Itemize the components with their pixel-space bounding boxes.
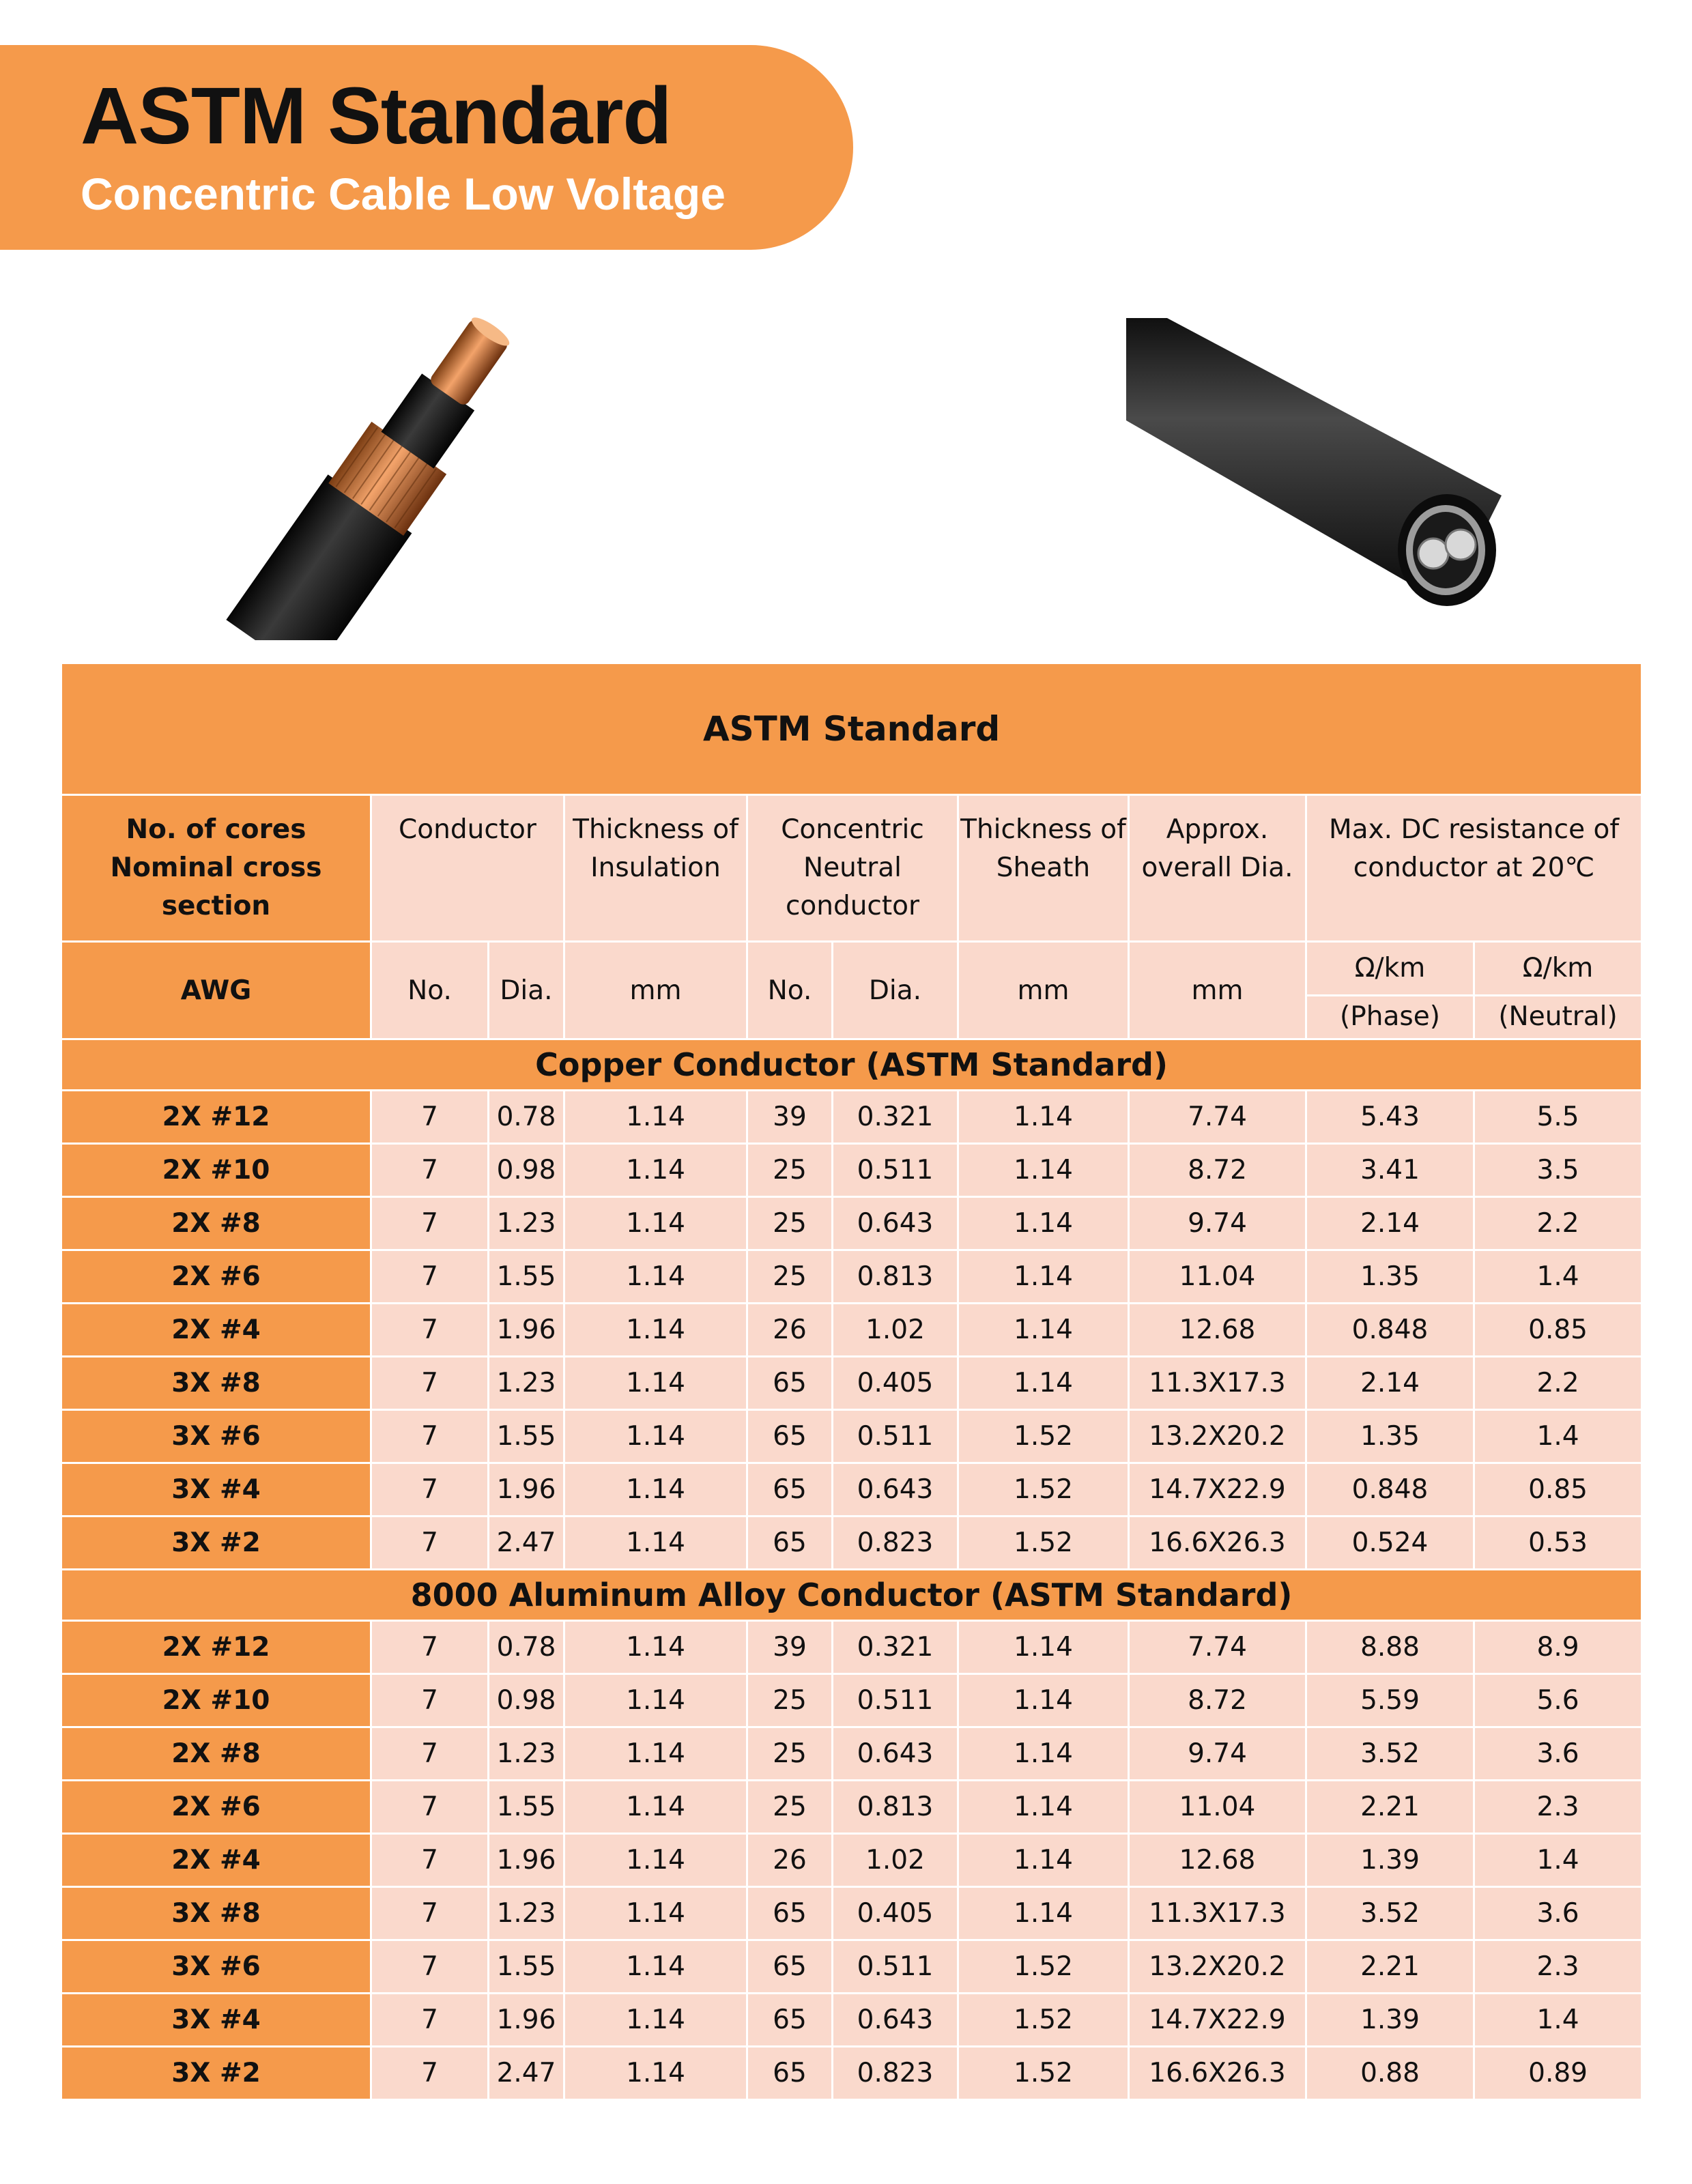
table-cell: 11.04	[1129, 1781, 1306, 1834]
table-cell: 25	[747, 1674, 833, 1727]
table-cell: 1.52	[958, 1517, 1129, 1570]
table-cell: 3.6	[1474, 1727, 1642, 1781]
table-cell: 65	[747, 2047, 833, 2100]
table-cell: 12.68	[1129, 1304, 1306, 1357]
table-cell: 7	[371, 1727, 489, 1781]
table-cell: 0.85	[1474, 1304, 1642, 1357]
table-cell: 0.405	[833, 1357, 958, 1410]
table-cell: 1.35	[1306, 1250, 1474, 1304]
table-cell: 1.14	[564, 1197, 747, 1250]
table-cell: 0.643	[833, 1463, 958, 1517]
table-cell: 65	[747, 1357, 833, 1410]
table-cell: 1.14	[564, 1144, 747, 1197]
header-overall: Approx. overall Dia.	[1129, 795, 1306, 942]
table-cell: 1.14	[564, 1994, 747, 2047]
table-cell: 0.53	[1474, 1517, 1642, 1570]
row-label: 2X #10	[61, 1144, 371, 1197]
table-cell: 25	[747, 1144, 833, 1197]
unit-cond-dia: Dia.	[489, 942, 564, 1039]
table-cell: 3.52	[1306, 1727, 1474, 1781]
table-cell: 1.14	[564, 1250, 747, 1304]
table-cell: 1.96	[489, 1834, 564, 1887]
table-cell: 1.55	[489, 1781, 564, 1834]
table-cell: 13.2X20.2	[1129, 1410, 1306, 1463]
table-cell: 14.7X22.9	[1129, 1994, 1306, 2047]
row-label: 3X #8	[61, 1357, 371, 1410]
table-cell: 3.41	[1306, 1144, 1474, 1197]
unit-neu-dia: Dia.	[833, 942, 958, 1039]
unit-neu-no: No.	[747, 942, 833, 1039]
table-cell: 11.3X17.3	[1129, 1357, 1306, 1410]
table-cell: 7	[371, 1463, 489, 1517]
table-cell: 5.6	[1474, 1674, 1642, 1727]
unit-res-phase	[1306, 942, 1474, 1039]
table-cell: 1.52	[958, 1463, 1129, 1517]
copper-table-row	[61, 1463, 1642, 1517]
aluminum-table-row	[61, 1887, 1642, 1940]
row-label: 2X #10	[61, 1674, 371, 1727]
table-cell: 1.4	[1474, 1834, 1642, 1887]
table-cell: 39	[747, 1621, 833, 1674]
table-cell: 1.4	[1474, 1250, 1642, 1304]
table-cell: 1.14	[958, 1887, 1129, 1940]
table-cell: 1.14	[958, 1727, 1129, 1781]
table-cell: 7	[371, 1250, 489, 1304]
table-cell: 7	[371, 1517, 489, 1570]
black-cable-image	[1126, 318, 1502, 632]
table-cell: 0.813	[833, 1250, 958, 1304]
table-cell: 7	[371, 1144, 489, 1197]
table-cell: 39	[747, 1091, 833, 1144]
copper-table-row	[61, 1357, 1642, 1410]
table-cell: 26	[747, 1304, 833, 1357]
table-cell: 1.14	[958, 1621, 1129, 1674]
table-cell: 7	[371, 1091, 489, 1144]
table-cell: 25	[747, 1197, 833, 1250]
table-cell: 0.823	[833, 1517, 958, 1570]
table-cell: 7	[371, 1940, 489, 1994]
table-cell: 1.14	[564, 1357, 747, 1410]
table-cell: 5.59	[1306, 1674, 1474, 1727]
row-label: 2X #12	[61, 1091, 371, 1144]
table-cell: 16.6X26.3	[1129, 1517, 1306, 1570]
table-cell: 0.98	[489, 1674, 564, 1727]
table-cell: 2.21	[1306, 1940, 1474, 1994]
table-cell: 2.47	[489, 1517, 564, 1570]
table-cell: 2.14	[1306, 1197, 1474, 1250]
aluminum-table-row	[61, 1781, 1642, 1834]
table-cell: 1.14	[564, 1940, 747, 1994]
table-cell: 11.04	[1129, 1250, 1306, 1304]
table-cell: 1.14	[958, 1250, 1129, 1304]
table-cell: 11.3X17.3	[1129, 1887, 1306, 1940]
table-cell: 1.52	[958, 1410, 1129, 1463]
table-cell: 1.23	[489, 1887, 564, 1940]
table-cell: 7	[371, 2047, 489, 2100]
table-cell: 1.55	[489, 1940, 564, 1994]
page-subtitle: Concentric Cable Low Voltage	[81, 169, 726, 219]
table-cell: 0.524	[1306, 1517, 1474, 1570]
table-cell: 1.52	[958, 1940, 1129, 1994]
table-cell: 65	[747, 1940, 833, 1994]
table-title: ASTM Standard	[61, 663, 1642, 795]
table-cell: 1.14	[564, 1463, 747, 1517]
table-cell: 1.23	[489, 1197, 564, 1250]
copper-cable-image	[217, 285, 572, 640]
table-cell: 0.511	[833, 1940, 958, 1994]
table-cell: 0.405	[833, 1887, 958, 1940]
unit-res-phase-unit: Ω/km	[1307, 943, 1473, 996]
copper-table-row	[61, 1517, 1642, 1570]
row-label: 3X #4	[61, 1463, 371, 1517]
table-cell: 1.14	[564, 1091, 747, 1144]
table-cell: 0.98	[489, 1144, 564, 1197]
row-label: 3X #6	[61, 1410, 371, 1463]
table-cell: 1.02	[833, 1304, 958, 1357]
table-cell: 1.14	[958, 1197, 1129, 1250]
table-cell: 9.74	[1129, 1197, 1306, 1250]
table-cell: 8.72	[1129, 1674, 1306, 1727]
table-cell: 7	[371, 1887, 489, 1940]
table-cell: 1.14	[564, 1834, 747, 1887]
table-cell: 2.14	[1306, 1357, 1474, 1410]
table-cell: 25	[747, 1250, 833, 1304]
table-cell: 1.39	[1306, 1994, 1474, 2047]
row-label: 3X #4	[61, 1994, 371, 2047]
table-cell: 0.78	[489, 1091, 564, 1144]
table-cell: 7.74	[1129, 1091, 1306, 1144]
spec-table	[60, 662, 1643, 2101]
table-cell: 8.72	[1129, 1144, 1306, 1197]
table-cell: 2.2	[1474, 1197, 1642, 1250]
aluminum-table-row	[61, 1727, 1642, 1781]
table-cell: 1.14	[958, 1781, 1129, 1834]
table-cell: 0.511	[833, 1410, 958, 1463]
aluminum-table-row	[61, 1621, 1642, 1674]
table-cell: 1.4	[1474, 1994, 1642, 2047]
table-cell: 65	[747, 1517, 833, 1570]
table-cell: 1.52	[958, 2047, 1129, 2100]
unit-overall-mm: mm	[1129, 942, 1306, 1039]
table-cell: 0.85	[1474, 1463, 1642, 1517]
table-cell: 1.35	[1306, 1410, 1474, 1463]
table-cell: 7.74	[1129, 1621, 1306, 1674]
table-cell: 1.14	[564, 1887, 747, 1940]
table-cell: 25	[747, 1727, 833, 1781]
copper-table-row	[61, 1410, 1642, 1463]
row-label: 2X #8	[61, 1727, 371, 1781]
copper-table-row	[61, 1304, 1642, 1357]
table-cell: 1.14	[564, 1727, 747, 1781]
row-label: 3X #8	[61, 1887, 371, 1940]
table-cell: 7	[371, 1834, 489, 1887]
row-label: 2X #4	[61, 1834, 371, 1887]
table-cell: 0.511	[833, 1144, 958, 1197]
table-cell: 0.813	[833, 1781, 958, 1834]
aluminum-table-row	[61, 1834, 1642, 1887]
table-cell: 1.14	[958, 1674, 1129, 1727]
page-title: ASTM Standard	[81, 71, 672, 161]
table-cell: 1.96	[489, 1304, 564, 1357]
table-cell: 0.78	[489, 1621, 564, 1674]
row-label: 3X #2	[61, 1517, 371, 1570]
table-cell: 1.23	[489, 1727, 564, 1781]
table-cell: 0.848	[1306, 1304, 1474, 1357]
row-label: 2X #6	[61, 1781, 371, 1834]
table-cell: 0.643	[833, 1197, 958, 1250]
unit-res-neutral	[1474, 942, 1642, 1039]
unit-ins-mm: mm	[564, 942, 747, 1039]
table-cell: 0.321	[833, 1091, 958, 1144]
table-cell: 1.14	[564, 1674, 747, 1727]
header-insulation: Thickness of Insulation	[564, 795, 747, 942]
aluminum-table-row	[61, 1940, 1642, 1994]
table-cell: 0.823	[833, 2047, 958, 2100]
table-cell: 7	[371, 1994, 489, 2047]
header-conductor: Conductor	[371, 795, 564, 942]
aluminum-table-row	[61, 1994, 1642, 2047]
unit-awg: AWG	[61, 942, 371, 1039]
table-cell: 2.2	[1474, 1357, 1642, 1410]
table-cell: 1.14	[958, 1834, 1129, 1887]
table-cell: 0.321	[833, 1621, 958, 1674]
table-cell: 16.6X26.3	[1129, 2047, 1306, 2100]
table-cell: 8.9	[1474, 1621, 1642, 1674]
table-cell: 9.74	[1129, 1727, 1306, 1781]
table-cell: 0.89	[1474, 2047, 1642, 2100]
table-cell: 26	[747, 1834, 833, 1887]
row-label: 2X #12	[61, 1621, 371, 1674]
table-cell: 3.5	[1474, 1144, 1642, 1197]
unit-res-neutral-unit: Ω/km	[1475, 943, 1641, 996]
table-cell: 65	[747, 1410, 833, 1463]
table-cell: 0.848	[1306, 1463, 1474, 1517]
table-cell: 2.3	[1474, 1781, 1642, 1834]
copper-table-row	[61, 1250, 1642, 1304]
copper-table-row	[61, 1144, 1642, 1197]
table-cell: 1.14	[958, 1357, 1129, 1410]
table-cell: 5.43	[1306, 1091, 1474, 1144]
table-cell: 65	[747, 1994, 833, 2047]
table-cell: 5.5	[1474, 1091, 1642, 1144]
table-cell: 2.3	[1474, 1940, 1642, 1994]
copper-table-row	[61, 1197, 1642, 1250]
row-label: 2X #4	[61, 1304, 371, 1357]
table-cell: 1.55	[489, 1250, 564, 1304]
table-cell: 1.39	[1306, 1834, 1474, 1887]
table-cell: 13.2X20.2	[1129, 1940, 1306, 1994]
table-cell: 1.14	[564, 1621, 747, 1674]
table-cell: 25	[747, 1781, 833, 1834]
row-label: 3X #2	[61, 2047, 371, 2100]
header-neutral: Concentric Neutral conductor	[747, 795, 958, 942]
table-cell: 1.14	[564, 1517, 747, 1570]
header-sheath: Thickness of Sheath	[958, 795, 1129, 942]
table-cell: 1.14	[564, 1410, 747, 1463]
table-cell: 1.4	[1474, 1410, 1642, 1463]
table-cell: 1.55	[489, 1410, 564, 1463]
table-cell: 2.21	[1306, 1781, 1474, 1834]
table-cell: 1.52	[958, 1994, 1129, 2047]
row-label: 3X #6	[61, 1940, 371, 1994]
row-label: 2X #8	[61, 1197, 371, 1250]
table-cell: 1.02	[833, 1834, 958, 1887]
table-cell: 0.643	[833, 1994, 958, 2047]
table-cell: 7	[371, 1304, 489, 1357]
table-cell: 0.511	[833, 1674, 958, 1727]
copper-table-row	[61, 1091, 1642, 1144]
table-cell: 1.14	[564, 2047, 747, 2100]
table-cell: 7	[371, 1357, 489, 1410]
table-cell: 1.14	[958, 1091, 1129, 1144]
table-cell: 2.47	[489, 2047, 564, 2100]
table-cell: 7	[371, 1781, 489, 1834]
unit-res-neutral-label: (Neutral)	[1498, 1001, 1618, 1032]
table-cell: 0.643	[833, 1727, 958, 1781]
table-cell: 65	[747, 1887, 833, 1940]
copper-section-title: Copper Conductor (ASTM Standard)	[61, 1039, 1642, 1091]
table-cell: 1.14	[958, 1304, 1129, 1357]
table-cell: 8.88	[1306, 1621, 1474, 1674]
table-cell: 7	[371, 1674, 489, 1727]
unit-sheath-mm: mm	[958, 942, 1129, 1039]
table-cell: 65	[747, 1463, 833, 1517]
unit-res-phase-label: (Phase)	[1340, 1001, 1440, 1032]
header-resistance: Max. DC resistance of conductor at 20℃	[1306, 795, 1642, 942]
table-cell: 0.88	[1306, 2047, 1474, 2100]
table-cell: 1.14	[564, 1781, 747, 1834]
table-cell: 3.6	[1474, 1887, 1642, 1940]
table-cell: 7	[371, 1621, 489, 1674]
table-cell: 7	[371, 1197, 489, 1250]
table-cell: 1.14	[564, 1304, 747, 1357]
table-cell: 14.7X22.9	[1129, 1463, 1306, 1517]
table-cell: 1.23	[489, 1357, 564, 1410]
table-cell: 1.96	[489, 1994, 564, 2047]
unit-cond-no: No.	[371, 942, 489, 1039]
table-cell: 1.96	[489, 1463, 564, 1517]
spec-table-container	[60, 662, 1641, 2101]
header-cores: No. of cores Nominal cross section	[61, 795, 371, 942]
table-cell: 1.14	[958, 1144, 1129, 1197]
aluminum-table-row	[61, 1674, 1642, 1727]
row-label: 2X #6	[61, 1250, 371, 1304]
table-cell: 7	[371, 1410, 489, 1463]
aluminum-section-title: 8000 Aluminum Alloy Conductor (ASTM Standard)	[61, 1570, 1642, 1621]
table-cell: 12.68	[1129, 1834, 1306, 1887]
aluminum-table-row	[61, 2047, 1642, 2100]
table-cell: 3.52	[1306, 1887, 1474, 1940]
